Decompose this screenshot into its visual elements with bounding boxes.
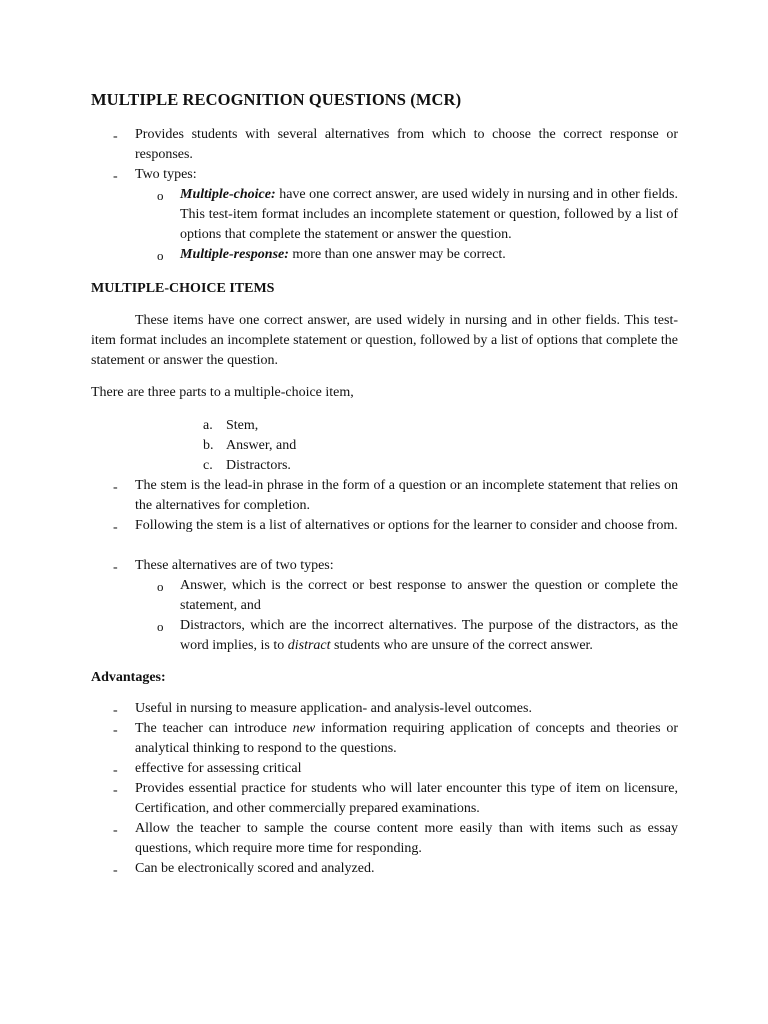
list-marker-a: a. — [203, 418, 213, 433]
mcr-subbullet-multiple-choice — [180, 185, 678, 245]
list-marker-b: b. — [203, 438, 214, 453]
dash-marker: - — [113, 823, 118, 838]
advantage-2-before: The teacher can introduce — [135, 721, 293, 736]
stem-bullet: The stem is the lead-in phrase in the form of a question or an incomplete statement that relies on the alternatives for completion. — [135, 478, 678, 513]
distractors-text-after: students who are unsure of the correct answer. — [330, 638, 593, 653]
dash-marker: - — [113, 169, 118, 184]
two-types-bullet: These alternatives are of two types: — [135, 558, 334, 573]
dash-marker: - — [113, 520, 118, 535]
dash-marker: - — [113, 480, 118, 495]
distractors-subbullet — [180, 616, 678, 656]
advantage-6: Can be electronically scored and analyzed. — [135, 861, 375, 876]
page-title: MULTIPLE RECOGNITION QUESTIONS (MCR) — [91, 90, 462, 109]
new-emphasis: new — [292, 721, 316, 736]
multiple-choice-text: have one correct answer, are used widely in nursing and in other fields. This test-item format includes an incomplete statement or question, followed by a list of options that complete the statement or answer the question. — [180, 187, 678, 242]
alternatives-bullet: Following the stem is a list of alternatives or options for the learner to consider and choose from. — [135, 518, 678, 533]
dash-marker: - — [113, 783, 118, 798]
dash-marker: - — [113, 763, 118, 778]
multiple-response-text: more than one answer may be correct. — [288, 247, 506, 262]
part-distractors: Distractors. — [226, 458, 291, 473]
mc-items-paragraph: These items have one correct answer, are used widely in nursing and in other fields. This test-item format includes an incomplete statement or question, followed by a list of options that complete the statement or answer the question. — [91, 313, 678, 368]
parts-intro: There are three parts to a multiple-choice item, — [91, 385, 354, 400]
part-answer: Answer, and — [226, 438, 297, 453]
mcr-bullet-2: Two types: — [135, 167, 197, 182]
section-heading-mc-items: MULTIPLE-CHOICE ITEMS — [91, 281, 275, 296]
multiple-response-label: Multiple-response: — [180, 247, 289, 262]
distractors-text-before: Distractors, which are the incorrect alternatives. The purpose of the distractors, as the word implies, is to — [180, 618, 678, 653]
advantage-3: effective for assessing critical — [135, 761, 302, 776]
advantage-2-after: information requiring application of concepts and theories or analytical thinking to respond to the questions. — [135, 721, 678, 756]
section-heading-advantages: Advantages: — [91, 670, 166, 685]
advantage-4: Provides essential practice for students who will later encounter this type of item on licensure, Certification, and other commercially prepared examinations. — [135, 781, 678, 816]
dash-marker: - — [113, 723, 118, 738]
mcr-subbullet-multiple-response — [180, 245, 678, 265]
advantage-2 — [135, 719, 678, 759]
advantage-5: Allow the teacher to sample the course content more easily than with items such as essay questions, which require more time for responding. — [135, 821, 678, 856]
dash-marker: - — [113, 560, 118, 575]
circle-marker: o — [157, 248, 164, 263]
circle-marker: o — [157, 188, 164, 203]
dash-marker: - — [113, 129, 118, 144]
multiple-choice-label: Multiple-choice: — [180, 187, 276, 202]
circle-marker: o — [157, 579, 164, 594]
mcr-bullet-1: Provides students with several alternatives from which to choose the correct response or responses. — [135, 127, 678, 162]
dash-marker: - — [113, 703, 118, 718]
distract-emphasis: distract — [287, 638, 331, 653]
advantage-1: Useful in nursing to measure application- and analysis-level outcomes. — [135, 701, 532, 716]
list-marker-c: c. — [203, 458, 213, 473]
circle-marker: o — [157, 619, 164, 634]
part-stem: Stem, — [226, 418, 259, 433]
dash-marker: - — [113, 863, 118, 878]
answer-subbullet: Answer, which is the correct or best response to answer the question or complete the statement, and — [180, 578, 678, 613]
